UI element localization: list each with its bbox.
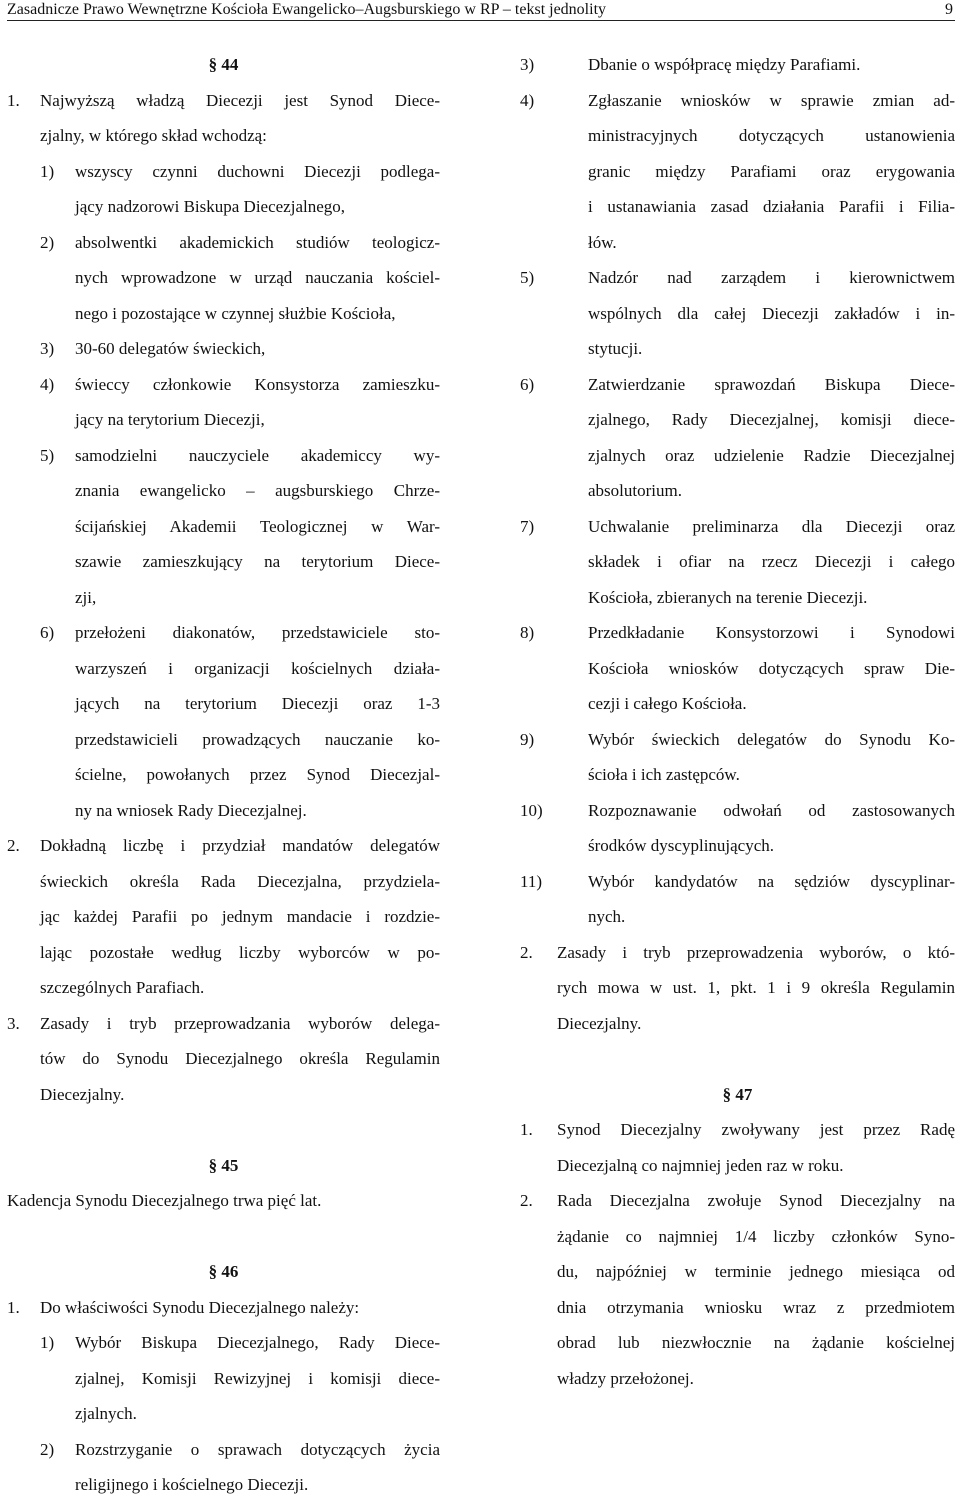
list-item: 3) 30-60 delegatów świeckich, bbox=[7, 336, 440, 372]
paragraph-line: tów do Synodu Diecezjalnego określa Regulamin bbox=[40, 1049, 440, 1068]
list-item-line: znania ewangelicko – augsburskiego Chrze- bbox=[75, 481, 440, 500]
spacer bbox=[7, 1117, 440, 1153]
list-item-line: wspólnych dla całej Diecezji zakładów i in- bbox=[588, 303, 955, 323]
paragraph-line: 2. Dokładną liczbę i przydział mandatów delegatów bbox=[7, 833, 440, 869]
list-item-line: łów. bbox=[588, 232, 617, 252]
list-item: 6) Zatwierdzanie sprawozdań Biskupa Diece- bbox=[520, 372, 955, 408]
list-item: 5) Nadzór nad zarządem i kierownictwem bbox=[520, 265, 955, 301]
list-item-line: ścijańskiej Akademii Teologicznej w War- bbox=[75, 516, 440, 536]
left-column bbox=[7, 52, 440, 1508]
list-item-line: ścielne, powołanych przez Synod Diecezjal- bbox=[75, 765, 440, 784]
list-item: 6) przełożeni diakonatów, przedstawiciele sto- bbox=[7, 620, 440, 656]
list-item-line: absolutorium. bbox=[588, 481, 682, 500]
spacer bbox=[520, 1046, 955, 1082]
paragraph-line: szczególnych Parafiach. bbox=[40, 978, 205, 997]
list-item: 4) Zgłaszanie wniosków w sprawie zmian ad- bbox=[520, 88, 955, 124]
list-item: 3) Dbanie o współpracę między Parafiami. bbox=[520, 52, 955, 88]
paragraph-line: 2. Zasady i tryb przeprowadzenia wyborów, o któ- bbox=[520, 940, 955, 976]
paragraph-line: 1. Najwyższą władzą Diecezji jest Synod Diece- bbox=[7, 88, 440, 124]
list-item-line: składek i ofiar na rzecz Diecezji i całego bbox=[588, 552, 955, 571]
paragraph-line: władzy przełożonej. bbox=[557, 1368, 694, 1388]
list-item-line: nych wprowadzone w urząd nauczania kościel- bbox=[75, 268, 440, 287]
list-item-line: granic między Parafiami oraz erygowania bbox=[588, 161, 955, 181]
paragraph-number: 2. bbox=[520, 1191, 533, 1210]
paragraph-line: Diecezjalny. bbox=[40, 1084, 125, 1104]
list-item-line: i ustanawiania zasad działania Parafii i Filia- bbox=[588, 197, 955, 216]
list-item-line: cezji i całego Kościoła. bbox=[588, 694, 747, 713]
paragraph-line: świeckich określa Rada Diecezjalna, przydziela- bbox=[40, 871, 440, 891]
list-item-number: 6) bbox=[40, 623, 55, 642]
list-item-line: zji, bbox=[75, 587, 97, 607]
paragraph-line: obrad lub niezwłocznie na żądanie kościelnej bbox=[557, 1333, 955, 1352]
paragraph-line: du, najpóźniej w terminie jednego miesiąca od bbox=[557, 1262, 955, 1281]
list-item-line: zjalnych. bbox=[75, 1404, 137, 1423]
list-item-number: 7) bbox=[520, 516, 535, 536]
list-item: 4) świeccy członkowie Konsystorza zamieszku- bbox=[7, 372, 440, 408]
list-item-number: 8) bbox=[520, 623, 535, 642]
paragraph-line: 3. Zasady i tryb przeprowadzania wyborów delega- bbox=[7, 1011, 440, 1047]
list-item: 8) Przedkładanie Konsystorzowi i Synodowi bbox=[520, 620, 955, 656]
list-item: 11) Wybór kandydatów na sędziów dyscyplinar- bbox=[520, 869, 955, 905]
list-item-number: 11) bbox=[520, 871, 543, 891]
paragraph-line: Kadencja Synodu Diecezjalnego trwa pięć lat. bbox=[7, 1191, 322, 1210]
paragraph-line: 1. Synod Diecezjalny zwoływany jest przez Radę bbox=[520, 1117, 955, 1153]
section-heading-46: § 46 bbox=[208, 1262, 239, 1281]
list-item-line: jących na terytorium Diecezji oraz 1-3 bbox=[75, 694, 440, 713]
list-item: 5) samodzielni nauczyciele akademiccy wy- bbox=[7, 443, 440, 479]
paragraph-line: 2. Rada Diecezjalna zwołuje Synod Diecezjalny na bbox=[520, 1188, 955, 1224]
list-item-line: ny na wniosek Rady Diecezjalnej. bbox=[75, 800, 307, 820]
list-item-line: szawie zamieszkujący na terytorium Diece- bbox=[75, 552, 440, 571]
list-item: 2) Rozstrzyganie o sprawach dotyczących życia bbox=[7, 1437, 440, 1473]
list-item-line: nych. bbox=[588, 907, 626, 926]
paragraph-line: żądanie co najmniej 1/4 liczby członków Syno- bbox=[557, 1226, 955, 1246]
list-item-line: zjalnej, Komisji Rewizyjnej i komisji diece- bbox=[75, 1368, 440, 1388]
list-item-line: Kościoła, zbieranych na terenie Diecezji. bbox=[588, 587, 868, 607]
right-column bbox=[520, 52, 955, 1401]
list-item-line: ministracyjnych dotyczących ustanowienia bbox=[588, 126, 955, 145]
list-item-line: stytucji. bbox=[588, 339, 643, 358]
paragraph-line: zjalny, w którego skład wchodzą: bbox=[40, 126, 267, 145]
list-item-line: zjalnych oraz udzielenie Radzie Diecezjalnej bbox=[588, 445, 955, 465]
section-heading-47: § 47 bbox=[722, 1084, 753, 1104]
list-item-line: jący na terytorium Diecezji, bbox=[75, 410, 265, 429]
list-item-line: zjalnego, Rady Diecezjalnej, komisji diece- bbox=[588, 410, 955, 429]
list-item-number: 3) bbox=[520, 55, 535, 74]
paragraph-line: Diecezjalny. bbox=[557, 1013, 642, 1033]
list-item: 9) Wybór świeckich delegatów do Synodu Ko- bbox=[520, 727, 955, 763]
list-item-number: 5) bbox=[40, 445, 55, 465]
list-item-number: 3) bbox=[40, 339, 55, 358]
paragraph-number: 1. bbox=[7, 1297, 20, 1317]
paragraph-number: 2. bbox=[520, 942, 533, 962]
list-item-number: 2) bbox=[40, 1439, 55, 1459]
paragraph-line: jąc każdej Parafii po jednym mandacie i rozdzie- bbox=[40, 907, 440, 926]
list-item-number: 4) bbox=[520, 90, 535, 110]
list-item-number: 5) bbox=[520, 268, 535, 287]
spacer bbox=[7, 1224, 440, 1260]
paragraph-line: lając pozostałe według liczby wyborców w po- bbox=[40, 942, 440, 962]
list-item: 1) Wybór Biskupa Diecezjalnego, Rady Diece- bbox=[7, 1330, 440, 1366]
list-item-line: jący nadzorowi Biskupa Diecezjalnego, bbox=[75, 197, 346, 216]
paragraph-line: dnia otrzymania wniosku wraz z przedmiotem bbox=[557, 1297, 955, 1317]
list-item: 10) Rozpoznawanie odwołań od zastosowanych bbox=[520, 798, 955, 834]
list-item-number: 4) bbox=[40, 374, 55, 394]
paragraph-line: Diecezjalną co najmniej jeden raz w roku. bbox=[557, 1155, 844, 1175]
list-item-line: warzyszeń i organizacji kościelnych działa- bbox=[75, 658, 440, 678]
paragraph-line: rych mowa w ust. 1, pkt. 1 i 9 określa Regulamin bbox=[557, 978, 955, 997]
list-item: 2) absolwentki akademickich studiów teologicz- bbox=[7, 230, 440, 266]
list-item-line: środków dyscyplinujących. bbox=[588, 836, 775, 855]
list-item-number: 6) bbox=[520, 374, 535, 394]
page-number: 9 bbox=[945, 1, 953, 18]
list-item-line: przedstawicieli prowadzących nauczanie ko- bbox=[75, 729, 440, 749]
section-heading-45: § 45 bbox=[208, 1155, 239, 1175]
list-item-number: 9) bbox=[520, 729, 535, 749]
paragraph-line: 1. Do właściwości Synodu Diecezjalnego należy: bbox=[7, 1295, 440, 1331]
list-item-line: Kościoła wniosków dotyczących spraw Die- bbox=[588, 658, 955, 678]
paragraph-number: 1. bbox=[520, 1120, 533, 1139]
list-item-number: 1) bbox=[40, 161, 55, 181]
paragraph-number: 1. bbox=[7, 90, 20, 110]
list-item-line: nego i pozostające w czynnej służbie Kościoła, bbox=[75, 303, 396, 323]
list-item-line: religijnego i kościelnego Diecezji. bbox=[75, 1475, 309, 1494]
page-header bbox=[7, 0, 955, 21]
document-title: Zasadnicze Prawo Wewnętrzne Kościoła Ewangelicko–Augsburskiego w RP – tekst jednolity bbox=[7, 1, 607, 18]
section-heading-44: § 44 bbox=[208, 55, 239, 74]
list-item-number: 1) bbox=[40, 1333, 55, 1352]
list-item: 1) wszyscy czynni duchowni Diecezji podlega- bbox=[7, 159, 440, 195]
list-item-number: 2) bbox=[40, 232, 55, 252]
list-item-line: ścioła i ich zastępców. bbox=[588, 765, 740, 784]
paragraph-number: 2. bbox=[7, 836, 20, 855]
list-item: 7) Uchwalanie preliminarza dla Diecezji oraz bbox=[520, 514, 955, 550]
paragraph-number: 3. bbox=[7, 1013, 20, 1033]
list-item-number: 10) bbox=[520, 800, 543, 820]
